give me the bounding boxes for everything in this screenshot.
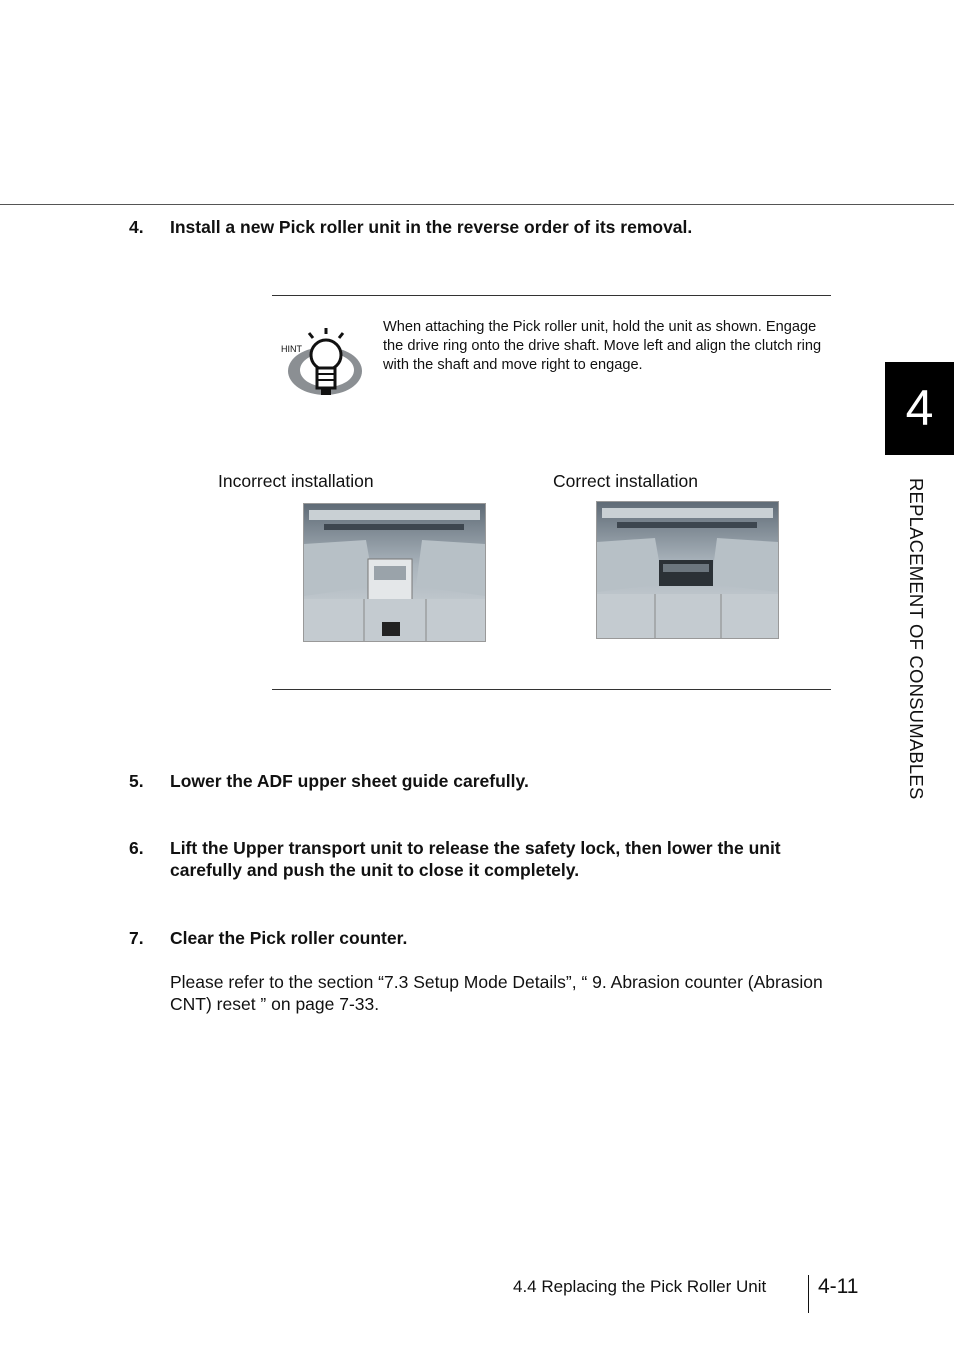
lightbulb-icon — [281, 325, 367, 403]
step-5 — [129, 770, 849, 792]
hint-top-rule — [272, 295, 831, 296]
footer-divider — [808, 1275, 809, 1313]
incorrect-installation-photo — [303, 503, 486, 642]
step-4 — [129, 216, 849, 238]
step-7-body: Please refer to the section “7.3 Setup Mode Details”, “ 9. Abrasion counter (Abrasion CNT) reset ” on page 7-33. — [170, 972, 823, 1014]
hint-icon — [281, 325, 367, 403]
chapter-tab: 4 — [885, 362, 954, 455]
step-number: 7. — [129, 928, 144, 948]
step-number: 4. — [129, 217, 144, 237]
hint-label: HINT — [281, 344, 302, 354]
correct-installation-photo — [596, 501, 779, 639]
step-7 — [129, 927, 849, 949]
hint-text: When attaching the Pick roller unit, hold the unit as shown. Engage the drive ring onto the drive shaft. Move left and align the clutch ring with the shaft and move right to engage. — [383, 319, 822, 373]
hint-bottom-rule — [272, 689, 831, 690]
step-number: 6. — [129, 838, 144, 858]
figure-caption-incorrect: Incorrect installation — [218, 471, 374, 491]
step-text: Clear the Pick roller counter. — [170, 928, 408, 948]
chapter-title: REPLACEMENT OF CONSUMABLES — [906, 478, 927, 800]
figure-caption-correct: Correct installation — [553, 471, 698, 491]
step-6 — [129, 837, 849, 881]
step-text: Install a new Pick roller unit in the reverse order of its removal. — [170, 217, 693, 237]
header-rule — [0, 204, 954, 205]
page-number: 4-11 — [818, 1275, 859, 1298]
step-text: Lower the ADF upper sheet guide carefully. — [170, 771, 529, 791]
step-text: Lift the Upper transport unit to release the safety lock, then lower the unit carefully and push the unit to close it completely. — [170, 838, 781, 880]
step-number: 5. — [129, 771, 144, 791]
footer-section-title: 4.4 Replacing the Pick Roller Unit — [513, 1277, 767, 1296]
